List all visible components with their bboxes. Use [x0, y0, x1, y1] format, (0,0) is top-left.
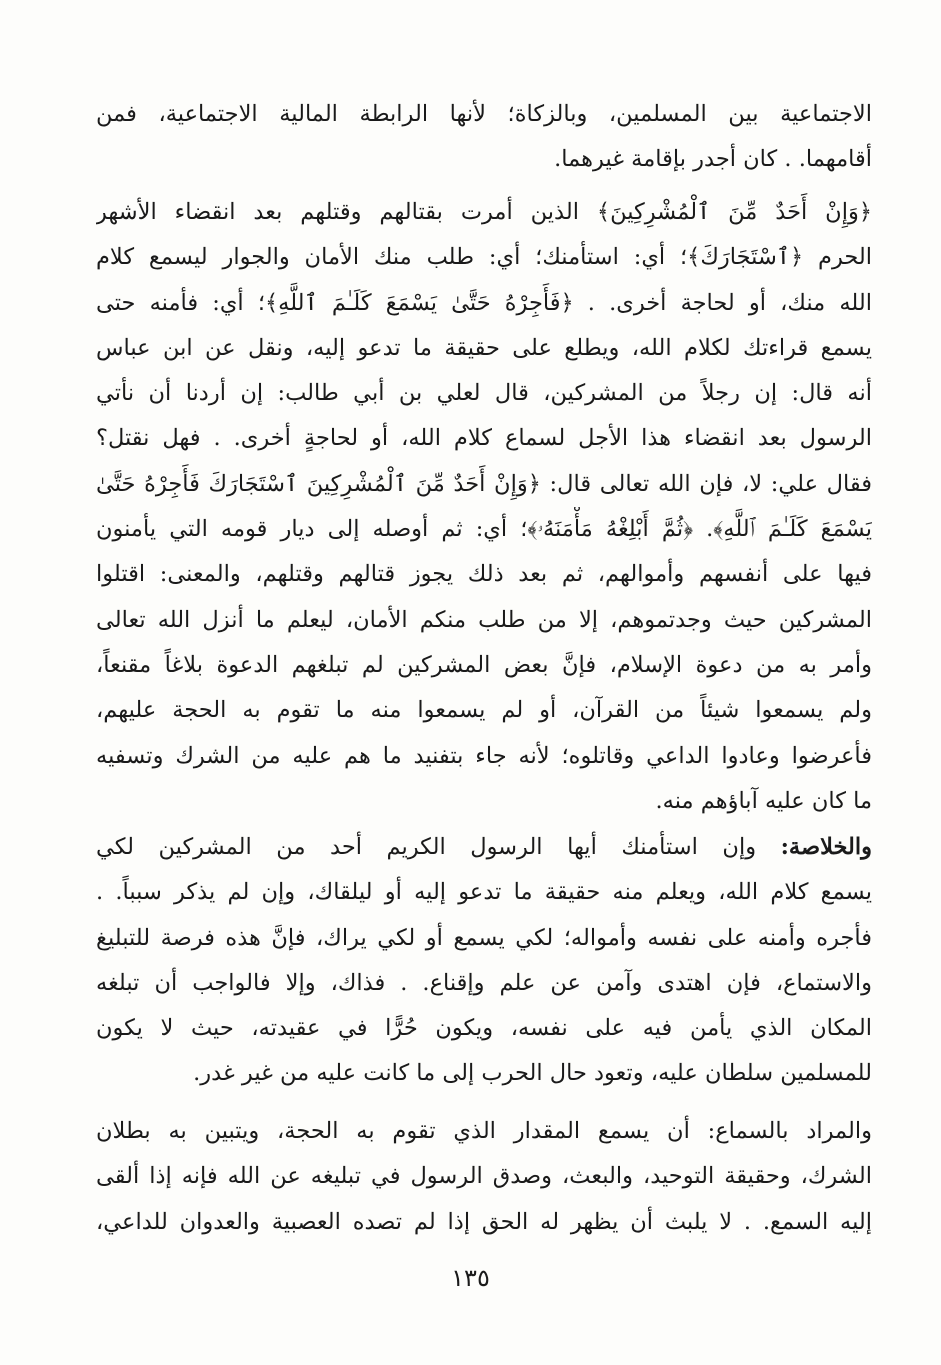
text-line: يَسْمَعَ كَلَـٰمَ ٱللَّهِ﴾. ﴿ثُمَّ أَبْلِغْهُ مَأْمَنَهُۥ﴾؛ أي: ثم أوصله إلى ديار قومه التي يأمنون: [96, 516, 872, 543]
text-line: للمسلمين سلطان عليه، وتعود حال الحرب إلى ما كانت عليه من غير غدر.: [193, 1060, 872, 1087]
text-line: فيها على أنفسهم وأموالهم، ثم بعد ذلك يجوز قتالهم وقتلهم، والمعنى: اقتلوا: [96, 561, 872, 588]
paragraph-summary: [96, 825, 872, 1097]
summary-heading: والخلاصة:: [780, 834, 872, 860]
text-line: أقامهما. . كان أجدر بإقامة غيرهما.: [554, 146, 872, 173]
text-line: فأجره وأمنه على نفسه وأمواله؛ لكي يسمع أو لكي يراك، فإنَّ هذه فرصة للتبليغ: [96, 924, 872, 951]
text-line: المشركين حيث وجدتموهم، إلا من طلب منكم الأمان، ليعلم ما أنزل الله تعالى: [96, 606, 872, 633]
text-line: فأعرضوا وعادوا الداعي وقاتلوه؛ لأنه جاء بتفنيد ما هم عليه من الشرك وتسفيه: [96, 742, 872, 769]
text-line: فقال علي: لا، فإن الله تعالى قال: ﴿وَإِنْ أَحَدٌ مِّنَ ٱلْمُشْرِكِينَ ٱسْتَجَارَكَ فَأَجِرْهُ حَتَّىٰ: [96, 470, 872, 497]
text-line: يسمع كلام الله، ويعلم منه حقيقة ما تدعو إليه أو ليلقاك، وإن لم يذكر سبباً. .: [96, 879, 872, 906]
text-line: الحرم ﴿ٱسْتَجَارَكَ﴾؛ أي: استأمنك؛ أي: طلب منك الأمان والجوار ليسمع كلام: [96, 244, 872, 271]
text-line: يسمع قراءتك لكلام الله، ويطلع على حقيقة ما تدعو إليه، ونقل عن ابن عباس: [96, 334, 872, 361]
paragraph-continuation: [96, 92, 872, 183]
paragraph-tafsir: [96, 190, 872, 824]
text-line: [96, 825, 872, 870]
text-line: الاجتماعية بين المسلمين، وبالزكاة؛ لأنها الرابطة المالية الاجتماعية، فمن: [96, 101, 872, 127]
text-line: المكان الذي يأمن فيه على نفسه، ويكون حُرًّا في عقيدته، حيث لا يكون: [96, 1015, 872, 1042]
text-line: والاستماع، فإن اهتدى وآمن عن علم وإقناع. . فذاك، وإلا فالواجب أن تبلغه: [96, 969, 872, 996]
page-number: ١٣٥: [451, 1264, 490, 1292]
text-line: الشرك، وحقيقة التوحيد، والبعث، وصدق الرسول في تبليغه عن الله فإنه إذا ألقى: [96, 1163, 872, 1190]
text-line: ما كان عليه آباؤهم منه.: [655, 787, 872, 814]
text-line: أنه قال: إن رجلاً من المشركين، قال لعلي بن أبي طالب: إن أردنا أن نأتي: [96, 380, 872, 407]
text-line: الرسول بعد انقضاء هذا الأجل لسماع كلام الله، أو لحاجةٍ أخرى. . فهل نقتل؟: [96, 425, 872, 452]
text-line: وأمر به من دعوة الإسلام، فإنَّ بعض المشركين لم تبلغهم الدعوة بلاغاً مقنعاً،: [96, 651, 872, 678]
text-line: ولم يسمعوا شيئاً من القرآن، أو لم يسمعوا منه ما تقوم به الحجة عليهم،: [96, 697, 872, 724]
text-fragment: وإن استأمنك أيها الرسول الكريم أحد من المشركين لكي: [96, 834, 757, 860]
text-line: إليه السمع. . لا يلبث أن يظهر له الحق إذا لم تصده العصبية والعدوان للداعي،: [96, 1208, 872, 1235]
text-line: والمراد بالسماع: أن يسمع المقدار الذي تقوم به الحجة، ويتبين به بطلان: [96, 1118, 872, 1144]
text-line: الله منك، أو لحاجة أخرى. . ﴿فَأَجِرْهُ حَتَّىٰ يَسْمَعَ كَلَـٰمَ ٱللَّهِ﴾؛ أي: فأمنه حتى: [96, 289, 872, 316]
text-line: ﴿وَإِنْ أَحَدٌ مِّنَ ٱلْمُشْرِكِينَ﴾ الذين أمرت بقتالهم وقتلهم بعد انقضاء الأشهر: [96, 199, 872, 225]
paragraph-hearing: [96, 1109, 872, 1245]
